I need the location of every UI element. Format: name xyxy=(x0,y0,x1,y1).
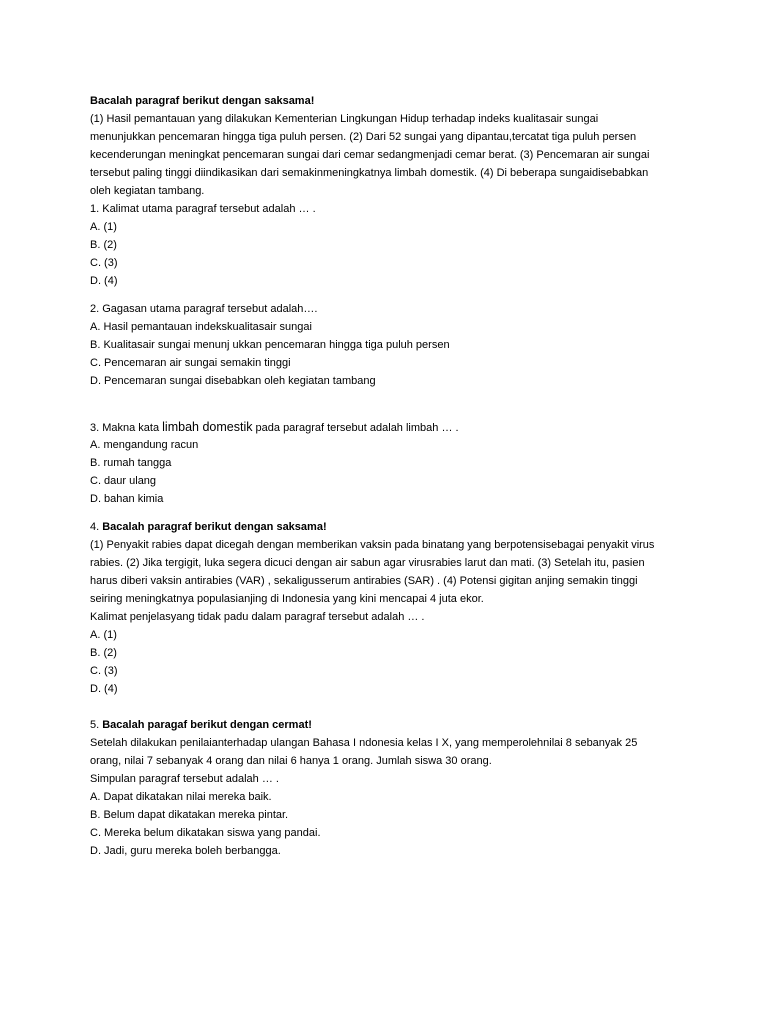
q4-paragraph-line: harus diberi vaksin antirabies (VAR) , sekaligusserum antirabies (SAR) . (4) Potensi gigitan anjing semakin tinggi xyxy=(90,575,638,587)
q2-option-b: B. Kualitasair sungai menunj ukkan pencemaran hingga tiga puluh persen xyxy=(90,339,450,351)
q4-question: Kalimat penjelasyang tidak padu dalam paragraf tersebut adalah … . xyxy=(90,611,425,623)
q3-option-b: B. rumah tangga xyxy=(90,457,172,469)
q1-option-c: C. (3) xyxy=(90,257,118,269)
q2-question: 2. Gagasan utama paragraf tersebut adalah…. xyxy=(90,303,318,315)
q4-option-d: D. (4) xyxy=(90,683,118,695)
q4-paragraph-line: seiring meningkatnya populasianjing di Indonesia yang kini mencapai 4 juta ekor. xyxy=(90,593,484,605)
q1-option-b: B. (2) xyxy=(90,239,117,251)
q1-paragraph-line: menunjukkan pencemaran hingga tiga puluh persen. (2) Dari 52 sungai yang dipantau,tercatat tiga puluh persen xyxy=(90,131,637,143)
q3-option-a: A. mengandung racun xyxy=(90,439,199,451)
q1-paragraph-line: oleh kegiatan tambang. xyxy=(90,185,205,197)
q5-heading: Bacalah paragaf berikut dengan cermat! xyxy=(102,719,312,731)
question-1 xyxy=(90,92,690,290)
q5-option-c: C. Mereka belum dikatakan siswa yang pandai. xyxy=(90,827,321,839)
q4-paragraph-line: rabies. (2) Jika tergigit, luka segera dicuci dengan air sabun agar virusrabies larut dan mati. (3) Setelah itu, pasien xyxy=(90,557,645,569)
q1-paragraph-line: (1) Hasil pemantauan yang dilakukan Kementerian Lingkungan Hidup terhadap indeks kualitasair sungai xyxy=(90,113,599,125)
q4-option-b: B. (2) xyxy=(90,647,117,659)
q1-paragraph-line: kecenderungan meningkat pencemaran sungai dari cemar sedangmenjadi cemar berat. (3) Pencemaran air sungai xyxy=(90,149,650,161)
q5-option-d: D. Jadi, guru mereka boleh berbangga. xyxy=(90,845,281,857)
q5-option-a: A. Dapat dikatakan nilai mereka baik. xyxy=(90,791,272,803)
q4-heading-line xyxy=(90,518,690,536)
q1-paragraph-line: tersebut paling tinggi diindikasikan dari semakinmeningkatnya limbah domestik. (4) Di beberapa sungaidisebabkan xyxy=(90,167,649,179)
q2-option-d: D. Pencemaran sungai disebabkan oleh kegiatan tambang xyxy=(90,375,376,387)
q4-number: 4. xyxy=(90,521,103,533)
q3-option-c: C. daur ulang xyxy=(90,475,157,487)
q5-question: Simpulan paragraf tersebut adalah … . xyxy=(90,773,279,785)
q5-paragraph-line: orang, nilai 7 sebanyak 4 orang dan nilai 6 hanya 1 orang. Jumlah siswa 30 orang. xyxy=(90,755,492,767)
document-page xyxy=(90,92,690,860)
q3-question-before: 3. Makna kata xyxy=(90,422,163,434)
q3-option-d: D. bahan kimia xyxy=(90,493,164,505)
q4-heading: Bacalah paragraf berikut dengan saksama! xyxy=(102,521,327,533)
q5-option-b: B. Belum dapat dikatakan mereka pintar. xyxy=(90,809,289,821)
q4-option-a: A. (1) xyxy=(90,629,117,641)
q4-option-c: C. (3) xyxy=(90,665,118,677)
q2-option-c: C. Pencemaran air sungai semakin tinggi xyxy=(90,357,291,369)
question-3 xyxy=(90,418,690,508)
question-5 xyxy=(90,716,690,860)
q3-question-term: limbah domestik xyxy=(162,420,253,434)
q2-option-a: A. Hasil pemantauan indekskualitasair sungai xyxy=(90,321,312,333)
question-4 xyxy=(90,518,690,698)
q5-number: 5. xyxy=(90,719,103,731)
q5-paragraph-line: Setelah dilakukan penilaianterhadap ulangan Bahasa I ndonesia kelas I X, yang memperolehnilai 8 sebanyak 25 xyxy=(90,737,638,749)
q1-heading: Bacalah paragraf berikut dengan saksama! xyxy=(90,95,315,107)
q1-option-a: A. (1) xyxy=(90,221,117,233)
q4-paragraph-line: (1) Penyakit rabies dapat dicegah dengan memberikan vaksin pada binatang yang berpotensisebagai penyakit virus xyxy=(90,539,655,551)
q1-option-d: D. (4) xyxy=(90,275,118,287)
q5-heading-line xyxy=(90,716,690,734)
q1-question: 1. Kalimat utama paragraf tersebut adalah … . xyxy=(90,203,316,215)
q3-question xyxy=(90,418,690,436)
q3-question-after: pada paragraf tersebut adalah limbah … . xyxy=(252,422,459,434)
question-2 xyxy=(90,300,690,390)
